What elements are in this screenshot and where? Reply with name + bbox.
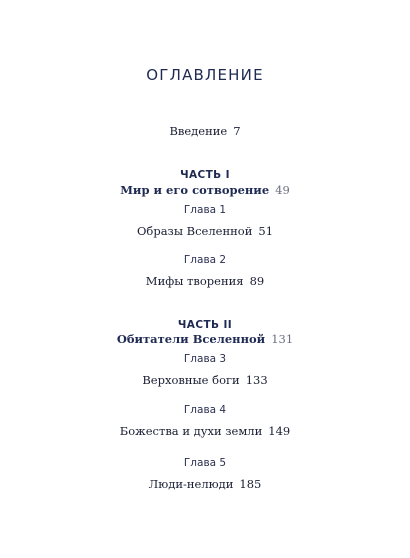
- entry-title: Люди-нелюди: [148, 477, 234, 491]
- chapter-4-entry: [0, 424, 410, 438]
- part-1-label: ЧАСТЬ I: [180, 169, 230, 181]
- part-1-title: [0, 183, 410, 197]
- chapter-3-entry: [0, 373, 410, 387]
- part-title-text: Обитатели Вселенной: [116, 332, 266, 346]
- chapter-5-label: Глава 5: [183, 457, 227, 469]
- entry-title: Верховные боги: [142, 373, 240, 387]
- chapter-5-entry: [0, 477, 410, 491]
- chapter-4-label: Глава 4: [183, 404, 227, 416]
- page-number: 149: [268, 424, 291, 438]
- entry-title: Мифы творения: [145, 274, 244, 288]
- chapter-2-label: Глава 2: [183, 254, 227, 266]
- page-number: 185: [239, 477, 262, 491]
- chapter-3-label: Глава 3: [183, 353, 227, 365]
- chapter-1-entry: [0, 224, 410, 238]
- entry-title: Образы Вселенной: [136, 224, 253, 238]
- toc-entry-introduction: [0, 124, 410, 138]
- chapter-2-entry: [0, 274, 410, 288]
- page-number: 7: [233, 124, 241, 138]
- page-number: 49: [275, 183, 290, 197]
- page-number: 89: [249, 274, 265, 288]
- chapter-1-label: Глава 1: [183, 204, 227, 216]
- part-2-label: ЧАСТЬ II: [177, 319, 233, 331]
- entry-title: Божества и духи земли: [119, 424, 263, 438]
- toc-heading: ОГЛАВЛЕНИЕ: [146, 66, 264, 84]
- page-number: 133: [245, 373, 268, 387]
- part-title-text: Мир и его сотворение: [120, 183, 270, 197]
- page-number: 51: [258, 224, 274, 238]
- part-2-title: [0, 332, 410, 346]
- page-number: 131: [271, 332, 294, 346]
- entry-title: Введение: [169, 124, 228, 138]
